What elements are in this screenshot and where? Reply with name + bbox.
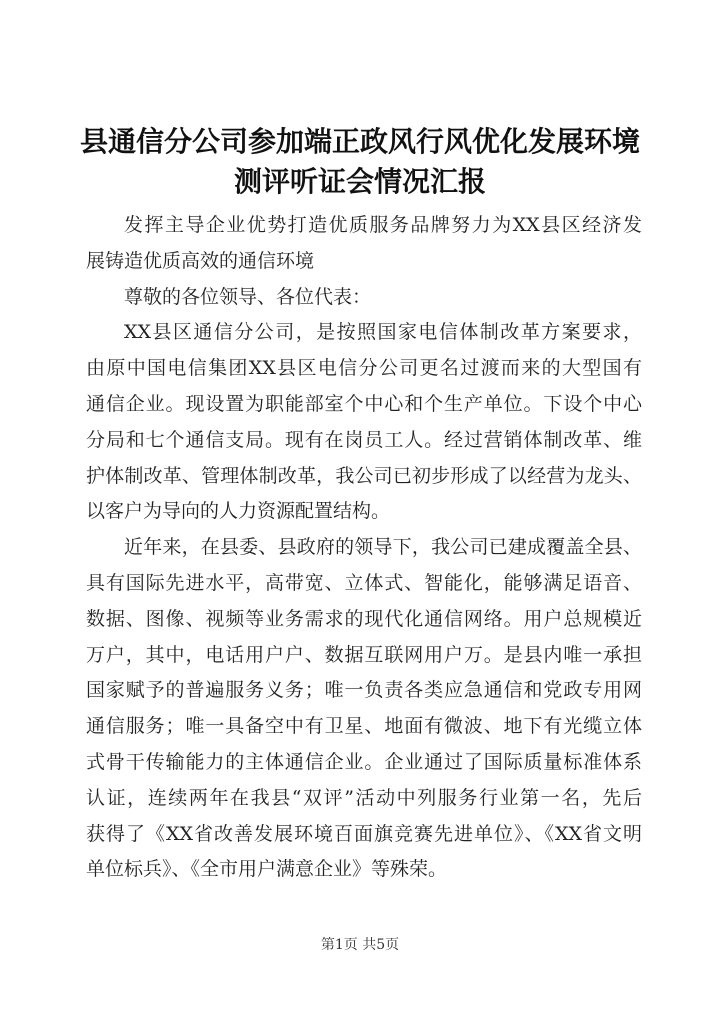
- paragraph-2-line: 单位标兵》、《全市用户满意企业》等殊荣。: [86, 858, 448, 881]
- paragraph-1-line: 由原中国电信集团XX县区电信分公司更名过渡而来的大型国有: [86, 357, 642, 380]
- paragraph-2-line: 万户，其中，电话用户户、数据互联网用户万。是县内唯一承担: [86, 643, 642, 666]
- paragraph-1-line: 护体制改革、管理体制改革，我公司已初步形成了以经营为龙头、: [86, 464, 642, 487]
- subtitle-line-1: 发挥主导企业优势打造优质服务品牌努力为XX县区经济发: [124, 214, 642, 236]
- subtitle-line-2: 展铸造优质高效的通信环境: [86, 249, 315, 272]
- document-body: [86, 208, 642, 888]
- title-line-1: 县通信分公司参加端正政风行风优化发展环境: [79, 125, 640, 158]
- page-number-footer: 第1页 共5页: [320, 937, 400, 953]
- paragraph-2-line: 数据、图像、视频等业务需求的现代化通信网络。用户总规模近: [86, 607, 642, 630]
- paragraph-2-line: 具有国际先进水平，高带宽、立体式、智能化，能够满足语音、: [86, 571, 642, 594]
- paragraph-2-line: 国家赋予的普遍服务义务；唯一负责各类应急通信和党政专用网: [86, 679, 642, 702]
- paragraph-2-line: 认证，连续两年在我县“双评”活动中列服务行业第一名，先后: [86, 786, 642, 809]
- paragraph-1-line: 通信企业。现设置为职能部室个中心和个生产单位。下设个中心: [86, 392, 642, 415]
- greeting: 尊敬的各位领导、各位代表：: [124, 285, 372, 308]
- paragraph-1-line: 以客户为导向的人力资源配置结构。: [86, 500, 391, 523]
- document-title: [60, 122, 660, 202]
- paragraph-2-line: 通信服务；唯一具备空中有卫星、地面有微波、地下有光缆立体: [86, 715, 642, 738]
- title-line-2: 测评听证会情况汇报: [233, 165, 486, 198]
- paragraph-1-line: 分局和七个通信支局。现有在岗员工人。经过营销体制改革、维: [86, 428, 642, 451]
- paragraph-2-line: 式骨干传输能力的主体通信企业。企业通过了国际质量标准体系: [86, 750, 642, 773]
- paragraph-1-line: XX县区通信分公司，是按照国家电信体制改革方案要求，: [124, 321, 642, 344]
- paragraph-2-line: 近年来，在县委、县政府的领导下，我公司已建成覆盖全县、: [124, 536, 642, 559]
- paragraph-2-line: 获得了《XX省改善发展环境百面旗竞赛先进单位》、《XX省文明: [86, 822, 642, 845]
